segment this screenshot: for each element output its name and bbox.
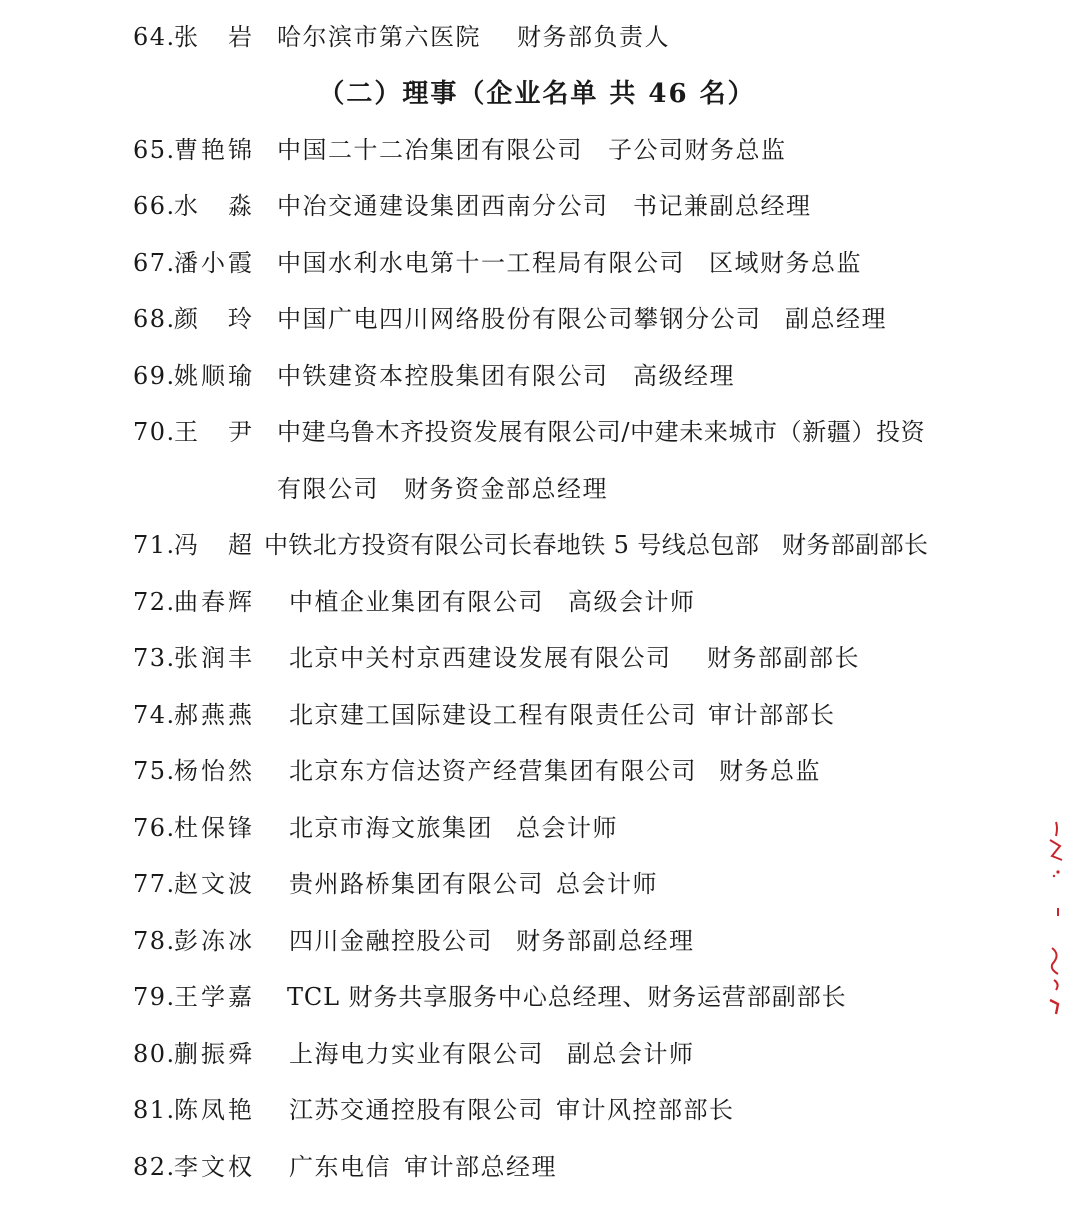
entry-position: 审计部总经理 <box>404 1153 557 1181</box>
entry-position: 区域财务总监 <box>709 249 862 277</box>
section-heading-text: （二）理事（企业名单 共 46 名） <box>318 79 756 109</box>
entry-number: 75. <box>133 757 176 785</box>
entry-position: 财务资金部总经理 <box>404 475 608 503</box>
entry-organization: 北京东方信达资产经营集团有限公司 <box>289 757 697 785</box>
entry-number: 69. <box>133 362 176 390</box>
entry-number: 74. <box>133 701 176 729</box>
entry-position: 副总经理 <box>785 305 887 333</box>
entry-name: 杜保锋 <box>174 814 255 842</box>
entry-name: 水 淼 <box>174 192 255 220</box>
entry-number: 80. <box>133 1040 176 1068</box>
entry-number: 82. <box>133 1153 176 1181</box>
entry-number: 78. <box>133 927 176 955</box>
entry-organization: 江苏交通控股有限公司 <box>289 1096 544 1124</box>
entry-name: 杨怡然 <box>174 757 255 785</box>
entry-name: 彭冻冰 <box>174 927 255 955</box>
entry-number: 67. <box>133 249 176 277</box>
entry-position: 财务部负责人 <box>517 23 670 51</box>
entry-organization: 中国广电四川网络股份有限公司攀钢分公司 <box>277 305 762 333</box>
entry-position: 财务总监 <box>719 757 821 785</box>
entry-position: 财务部副部长 <box>782 531 929 559</box>
entry-position: 财务部副总经理 <box>516 927 695 955</box>
entry-position: 财务部副部长 <box>707 644 860 672</box>
entry-organization: 贵州路桥集团有限公司 <box>289 870 544 898</box>
entry-number: 73. <box>133 644 176 672</box>
seal-stamp-fragment <box>1040 810 1070 1020</box>
entry-name: 王 尹 <box>174 418 255 446</box>
entry-name: 曲春辉 <box>174 588 255 616</box>
entry-position: 子公司财务总监 <box>608 136 787 164</box>
entry-name: 李文权 <box>174 1153 255 1181</box>
entry-position: 高级会计师 <box>568 588 696 616</box>
section-heading <box>0 72 1080 116</box>
entry-organization: 中冶交通建设集团西南分公司 <box>277 192 609 220</box>
entry-number: 70. <box>133 418 176 446</box>
entry-position: 总会计师 <box>556 870 658 898</box>
entry-number: 66. <box>133 192 176 220</box>
entry-organization: 哈尔滨市第六医院 <box>277 23 481 51</box>
entry-number: 81. <box>133 1096 176 1124</box>
entry-name: 颜 玲 <box>174 305 255 333</box>
entry-name: 张 岩 <box>174 23 255 51</box>
entry-name: 王学嘉 <box>174 983 255 1011</box>
entry-name: 郝燕燕 <box>174 701 255 729</box>
entry-position: 审计风控部部长 <box>556 1096 735 1124</box>
entry-name: 姚顺瑜 <box>174 362 255 390</box>
entry-name: 曹艳锦 <box>174 136 255 164</box>
entry-number: 77. <box>133 870 176 898</box>
entry-number: 71. <box>133 531 176 559</box>
entry-organization: 中植企业集团有限公司 <box>289 588 544 616</box>
entry-position: 总会计师 <box>516 814 618 842</box>
entry-number: 79. <box>133 983 176 1011</box>
entry-organization: 中国水利水电第十一工程局有限公司 <box>277 249 685 277</box>
entry-position: 书记兼副总经理 <box>633 192 812 220</box>
entry-organization-continued: 有限公司 <box>277 475 379 503</box>
entry-organization: TCL 财务共享服务中心总经理、财务运营部副部长 <box>287 983 847 1011</box>
entry-organization: 上海电力实业有限公司 <box>289 1040 544 1068</box>
entry-number: 76. <box>133 814 176 842</box>
entry-number: 72. <box>133 588 176 616</box>
entry-name: 赵文波 <box>174 870 255 898</box>
entry-organization: 四川金融控股公司 <box>289 927 493 955</box>
entry-organization: 北京中关村京西建设发展有限公司 <box>289 644 672 672</box>
entry-number: 65. <box>133 136 176 164</box>
entry-position: 副总会计师 <box>567 1040 695 1068</box>
entry-position: 高级经理 <box>633 362 735 390</box>
entry-organization: 中建乌鲁木齐投资发展有限公司/中建未来城市（新疆）投资 <box>277 418 926 446</box>
entry-name: 陈凤艳 <box>174 1096 255 1124</box>
entry-organization: 北京市海文旅集团 <box>289 814 493 842</box>
entry-organization: 中铁建资本控股集团有限公司 <box>277 362 609 390</box>
entry-organization: 北京建工国际建设工程有限责任公司 <box>289 701 697 729</box>
entry-name: 蒯振舜 <box>174 1040 255 1068</box>
entry-name: 冯 超 <box>174 531 255 559</box>
entry-position: 审计部部长 <box>708 701 836 729</box>
entry-name: 潘小霞 <box>174 249 255 277</box>
entry-name: 张润丰 <box>174 644 255 672</box>
entry-organization: 广东电信 <box>289 1153 391 1181</box>
entry-organization: 中国二十二冶集团有限公司 <box>277 136 583 164</box>
entry-organization: 中铁北方投资有限公司长春地铁 5 号线总包部 <box>264 531 760 559</box>
entry-number: 64. <box>133 23 176 51</box>
entry-number: 68. <box>133 305 176 333</box>
